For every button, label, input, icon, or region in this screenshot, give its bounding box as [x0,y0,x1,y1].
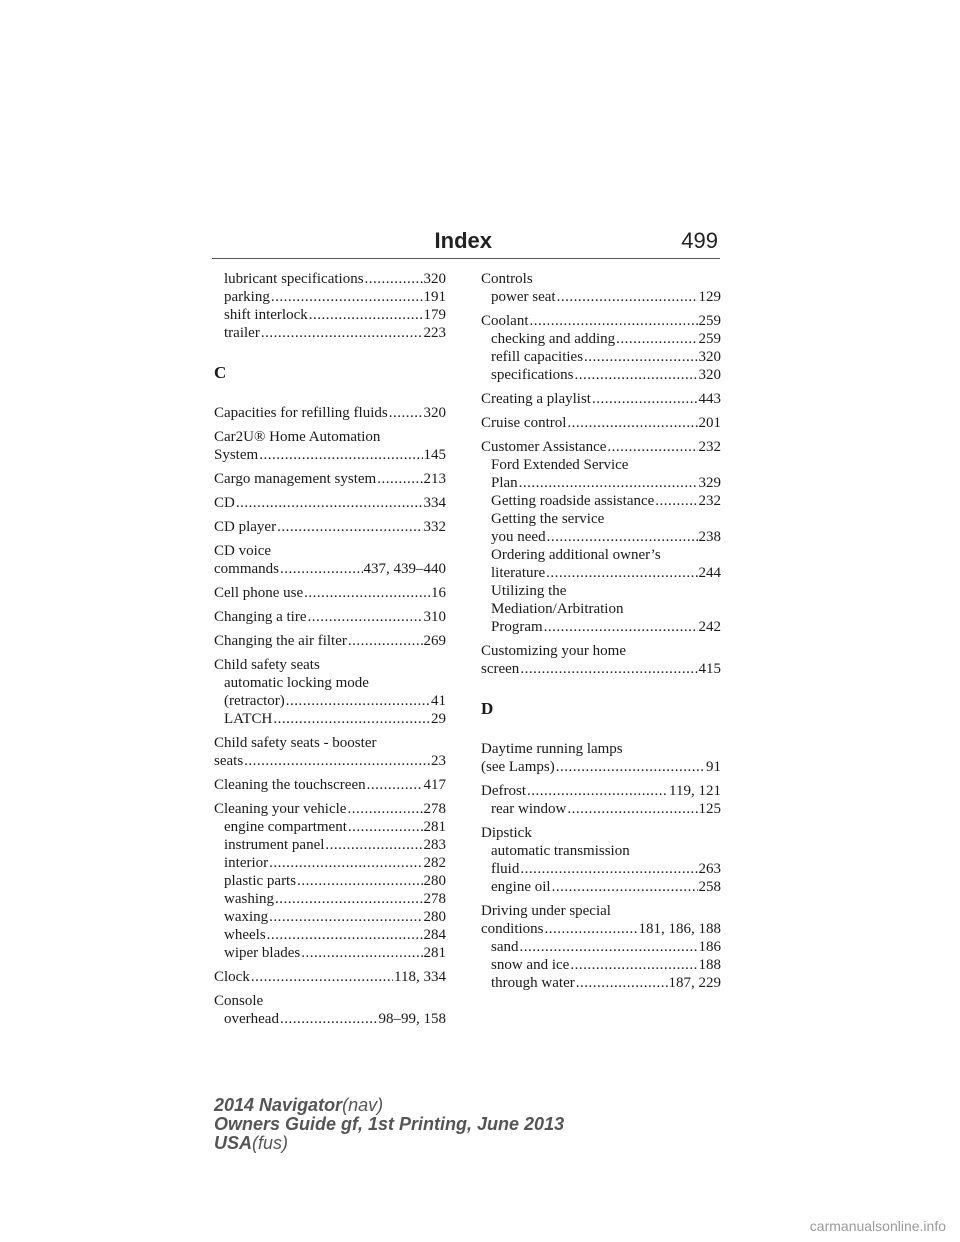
index-entry-line [481,758,721,776]
dot-leader [236,494,423,512]
index-page-ref: 201 [698,415,721,431]
index-page-ref: 91 [706,759,721,775]
section-d-entries [481,740,721,992]
index-term: fluid [491,861,520,877]
index-subentries [481,456,721,636]
index-page-ref: 269 [423,633,446,649]
index-term: Console [214,993,264,1009]
index-subentry [224,674,446,692]
dot-leader [325,836,422,854]
index-entry-line [214,584,446,602]
index-page-ref: 278 [423,801,446,817]
index-entry [214,632,446,650]
dot-leader [607,438,697,456]
index-term: Cargo management system [214,471,377,487]
index-page-ref: 320 [698,367,721,383]
index-page-ref: 258 [698,879,721,895]
index-page-ref: 443 [698,391,721,407]
index-entry [214,800,446,962]
index-subentry [491,618,721,636]
dot-leader [307,608,422,626]
index-entry [214,608,446,626]
index-term: Ordering additional owner’s [491,547,661,563]
index-term: Child safety seats [214,657,320,673]
index-subentry [491,582,721,600]
dot-leader [297,872,422,890]
index-term: rear window [491,801,567,817]
dot-leader [655,492,697,510]
index-page-ref: 213 [423,471,446,487]
footer-line-model: 2014 Navigator(nav) [214,1095,384,1115]
index-term: Cleaning the touchscreen [214,777,366,793]
index-page-ref: 41 [431,693,446,709]
index-entry [214,470,446,488]
dot-leader [520,860,697,878]
index-entry [214,428,446,464]
index-term: Cruise control [481,415,567,431]
index-term: lubricant specifications [224,271,364,287]
dot-leader [367,776,423,794]
dot-leader [377,470,422,488]
index-subentries [481,800,721,818]
index-entry [481,438,721,636]
dot-leader [348,818,423,836]
dot-leader [530,312,698,330]
dot-leader [574,366,697,384]
dot-leader [365,270,423,288]
footer-line-region: USA(fus) [214,1133,289,1153]
index-subentry [491,528,721,546]
index-term: Plan [491,475,518,491]
index-entry-line [214,470,446,488]
dot-leader [261,324,423,342]
index-term: (retractor) [224,693,285,709]
index-subentry [491,510,721,528]
index-term: Changing the air filter [214,633,347,649]
index-page-ref: 320 [423,271,446,287]
page-number: 499 [681,228,718,253]
index-page-ref: 238 [698,529,721,545]
dot-leader [556,758,705,776]
index-subentry [491,564,721,582]
index-entry-line [214,494,446,512]
index-term: Cell phone use [214,585,304,601]
dot-leader [519,474,698,492]
index-subentry [491,956,721,974]
dot-leader [280,1010,378,1028]
index-page-ref: 16 [431,585,446,601]
index-subentry [491,878,721,896]
index-term: CD voice [214,543,272,559]
index-page-ref: 334 [423,495,446,511]
index-subentry [224,1010,446,1028]
index-entry [481,902,721,992]
index-entry-line [481,414,721,432]
index-entry [214,584,446,602]
watermark: carmanualsonline.info [809,1218,946,1234]
index-term: literature [491,565,546,581]
index-page-ref: 281 [423,819,446,835]
index-subentry [491,492,721,510]
index-entry-line [214,656,446,674]
index-term: plastic parts [224,873,297,889]
index-term: Controls [481,271,533,287]
index-entry [481,642,721,678]
dot-leader [527,782,668,800]
index-subentry [491,456,721,474]
index-entry-line [214,800,446,818]
dot-leader [273,710,430,728]
dot-leader [576,974,668,992]
index-term: Dipstick [481,825,532,841]
dot-leader [389,404,423,422]
index-entry-line [214,734,446,752]
index-entry [481,390,721,408]
index-entry-line [481,660,721,678]
index-page-ref: 329 [698,475,721,491]
index-entry-line [214,404,446,422]
index-term: Capacities for refilling fluids [214,405,388,421]
index-term: Ford Extended Service [491,457,629,473]
index-term: Getting the service [491,511,605,527]
index-page-ref: 280 [423,873,446,889]
index-entry-line [481,782,721,800]
index-subentry [491,546,721,564]
index-subentry [224,872,446,890]
index-page-ref: 187, 229 [668,975,721,991]
index-term: commands [214,561,279,577]
index-subentries [214,818,446,962]
index-entry-line [481,920,721,938]
index-column-right [481,270,721,998]
index-term: washing [224,891,274,907]
index-term: Mediation/Arbitration [491,601,624,617]
dot-leader [275,890,423,908]
index-term: specifications [491,367,574,383]
index-entry [481,782,721,818]
dot-leader [570,956,697,974]
section-letter-c: C [214,363,227,382]
dot-leader [304,584,430,602]
dot-leader [269,854,422,872]
index-page-ref: 437, 439–440 [363,561,446,577]
index-entry [214,776,446,794]
page-title: Index [434,228,492,253]
index-entry [214,968,446,986]
page-header [212,228,720,259]
index-page-ref: 278 [423,891,446,907]
index-term: through water [491,975,575,991]
index-entry-line [214,776,446,794]
index-term: Creating a playlist [481,391,591,407]
index-term: Car2U® Home Automation [214,429,381,445]
index-page-ref: 415 [698,661,721,677]
dot-leader [271,288,423,306]
dot-leader [286,692,430,710]
index-subentry [491,474,721,492]
index-entry-line [214,992,446,1010]
index-term: you need [491,529,546,545]
index-subentry [224,818,446,836]
index-term: conditions [481,921,544,937]
index-page-ref: 283 [423,837,446,853]
index-subentry [224,908,446,926]
index-entry [481,270,721,306]
index-term: Daytime running lamps [481,741,623,757]
section-c-entries-continued [481,270,721,678]
dot-leader [348,632,423,650]
dot-leader [267,926,423,944]
index-subentries [481,330,721,384]
index-page-ref: 145 [423,447,446,463]
index-entry-line [214,428,446,446]
index-term: Clock [214,969,250,985]
continued-subentries [214,270,446,342]
index-page-ref: 263 [698,861,721,877]
index-subentry [224,890,446,908]
index-page-ref: 188 [698,957,721,973]
index-entry-line [214,542,446,560]
index-entry [481,312,721,384]
index-subentry [491,800,721,818]
index-page-ref: 259 [698,313,721,329]
index-subentry [224,306,446,324]
dot-leader [544,618,698,636]
index-term: Program [491,619,543,635]
index-term: snow and ice [491,957,570,973]
index-subentry [491,330,721,348]
index-subentry [224,926,446,944]
index-page-ref: 181, 186, 188 [638,921,721,937]
index-page-ref: 98–99, 158 [378,1011,446,1027]
index-subentry [224,710,446,728]
index-page-ref: 417 [423,777,446,793]
dot-leader [259,446,422,464]
index-term: Customer Assistance [481,439,607,455]
dot-leader [520,660,697,678]
index-term: LATCH [224,711,273,727]
index-subentries [481,842,721,896]
index-entry-line [481,740,721,758]
index-entry-line [214,968,446,986]
index-entry [481,740,721,776]
index-entry-line [214,632,446,650]
index-term: Cleaning your vehicle [214,801,347,817]
index-term: parking [224,289,270,305]
index-subentry [224,944,446,962]
index-entry-line [481,390,721,408]
index-page-ref: 281 [423,945,446,961]
dot-leader [592,390,698,408]
dot-leader [520,938,698,956]
index-subentries [214,674,446,728]
footer-line-printing: Owners Guide gf, 1st Printing, June 2013 [214,1114,565,1134]
index-term: Defrost [481,783,526,799]
index-page-ref: 191 [423,289,446,305]
dot-leader [269,908,422,926]
index-term: Child safety seats - booster [214,735,377,751]
index-page-ref: 284 [423,927,446,943]
index-subentry [491,366,721,384]
index-page-ref: 129 [698,289,721,305]
index-term: overhead [224,1011,279,1027]
index-term: sand [491,939,519,955]
index-subentry [491,938,721,956]
index-term: engine oil [491,879,551,895]
index-term: checking and adding [491,331,616,347]
index-term: engine compartment [224,819,347,835]
dot-leader [301,944,422,962]
index-entry-line [481,270,721,288]
dot-leader [251,968,393,986]
index-entry-line [214,446,446,464]
index-term: Driving under special [481,903,611,919]
index-entry-line [214,560,446,578]
index-entry [214,656,446,728]
index-entry-line [481,642,721,660]
dot-leader [280,560,363,578]
index-page-ref: 282 [423,855,446,871]
index-subentry [224,288,446,306]
index-subentry [491,600,721,618]
index-term: automatic transmission [491,843,630,859]
index-entry-line [481,312,721,330]
index-term: Customizing your home [481,643,626,659]
dot-leader [584,348,697,366]
index-subentries [214,1010,446,1028]
index-entry [214,734,446,770]
index-subentry [491,860,721,878]
section-letter-d: D [481,699,494,718]
index-term: refill capacities [491,349,584,365]
index-page-ref: 119, 121 [669,783,721,799]
dot-leader [567,800,697,818]
section-c-entries [214,404,446,1028]
index-subentry [224,836,446,854]
index-term: Changing a tire [214,609,307,625]
index-term: (see Lamps) [481,759,555,775]
index-entry [214,518,446,536]
index-term: CD player [214,519,277,535]
index-entry [214,992,446,1028]
index-entry-line [214,608,446,626]
index-page-ref: 29 [431,711,446,727]
index-term: shift interlock [224,307,308,323]
index-entry-line [481,438,721,456]
index-page-ref: 242 [698,619,721,635]
dot-leader [546,564,697,582]
index-entry-line [214,752,446,770]
index-subentry [491,288,721,306]
index-term: screen [481,661,520,677]
dot-leader [616,330,697,348]
index-page-ref: 332 [423,519,446,535]
index-term: Utilizing the [491,583,567,599]
index-term: seats [214,753,244,769]
dot-leader [244,752,430,770]
index-page-ref: 280 [423,909,446,925]
dot-leader [557,288,698,306]
index-term: System [214,447,259,463]
index-page-ref: 320 [698,349,721,365]
index-page-ref: 118, 334 [394,969,446,985]
dot-leader [547,528,698,546]
index-term: instrument panel [224,837,325,853]
index-page-ref: 223 [423,325,446,341]
index-page-ref: 244 [698,565,721,581]
index-term: automatic locking mode [224,675,369,691]
dot-leader [552,878,698,896]
index-subentry [491,842,721,860]
index-page-ref: 232 [698,439,721,455]
index-page-ref: 179 [423,307,446,323]
index-entry-line [481,902,721,920]
index-page-ref: 320 [423,405,446,421]
index-term: trailer [224,325,260,341]
index-subentry [224,854,446,872]
index-page-ref: 259 [698,331,721,347]
index-term: CD [214,495,235,511]
index-term: interior [224,855,269,871]
page-footer [214,1096,564,1153]
index-term: waxing [224,909,269,925]
index-entry [481,824,721,896]
index-column-left [214,270,446,1034]
index-entry-line [214,518,446,536]
dot-leader [277,518,422,536]
dot-leader [545,920,638,938]
index-term: power seat [491,289,556,305]
index-entry-line [481,824,721,842]
index-term: Getting roadside assistance [491,493,655,509]
dot-leader [567,414,697,432]
index-subentry [224,270,446,288]
index-subentry [224,324,446,342]
index-term: Coolant [481,313,529,329]
index-term: wiper blades [224,945,301,961]
index-page-ref: 232 [698,493,721,509]
index-entry [481,414,721,432]
dot-leader [347,800,422,818]
index-entry [214,494,446,512]
index-term: wheels [224,927,266,943]
index-subentries [481,938,721,992]
dot-leader [309,306,423,324]
index-page-ref: 186 [698,939,721,955]
index-page-ref: 23 [431,753,446,769]
index-entry [214,542,446,578]
index-subentry [491,348,721,366]
index-page-ref: 125 [698,801,721,817]
index-entry [214,404,446,422]
index-subentries [481,288,721,306]
index-subentry [491,974,721,992]
index-subentry [224,692,446,710]
index-page-ref: 310 [423,609,446,625]
